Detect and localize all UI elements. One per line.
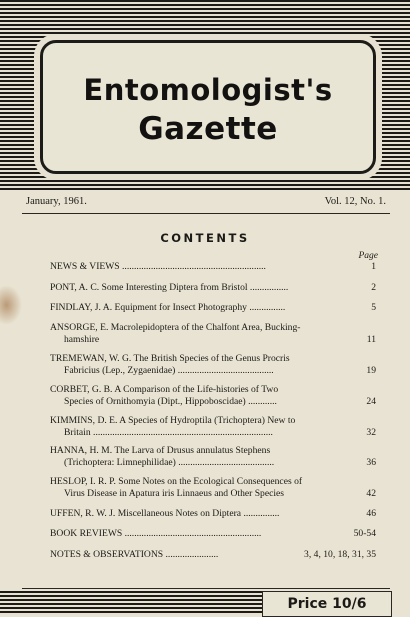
toc-entry[interactable]: [50, 353, 376, 376]
toc-entry-page: 32: [366, 426, 376, 438]
journal-title-line1: Entomologist's: [83, 73, 333, 107]
toc-entry-page: 50-54: [353, 528, 376, 539]
toc-entry-title: FINDLAY, J. A. Equipment for Insect Photography ...............: [50, 302, 286, 313]
journal-title-line2: Gazette: [138, 111, 278, 147]
toc-entry[interactable]: [50, 261, 376, 273]
toc-entry[interactable]: [50, 508, 376, 520]
toc-entry-title: CORBET, G. B. A Comparison of the Life-histories of Two: [50, 384, 279, 395]
toc-entry-title: ANSORGE, E. Macrolepidoptera of the Chalfont Area, Bucking-: [50, 322, 301, 333]
toc-entry-page: 1: [371, 261, 376, 272]
toc-entry-title: NEWS & VIEWS ............................................................: [50, 261, 266, 272]
toc-entry-page: 3, 4, 10, 18, 31, 35: [304, 549, 376, 560]
toc-entry[interactable]: [50, 282, 376, 294]
toc-entry-page: 42: [366, 487, 376, 499]
toc-entry[interactable]: [50, 476, 376, 499]
paper-stain: [0, 285, 22, 325]
toc-entry-title: KIMMINS, D. E. A Species of Hydroptila (Trichoptera) New to: [50, 415, 296, 426]
issue-volume: Vol. 12, No. 1.: [324, 196, 386, 207]
toc-entry-page: 19: [366, 364, 376, 376]
toc-entry-title-cont: Britain ...........................................................................: [64, 426, 273, 438]
toc-entry-title: TREMEWAN, W. G. The British Species of the Genus Procris: [50, 353, 290, 364]
toc-entry-title: PONT, A. C. Some Interesting Diptera from Bristol ................: [50, 282, 289, 293]
issue-date: January, 1961.: [26, 196, 87, 207]
issue-info-row: [26, 196, 386, 210]
toc-entry-title-cont: Fabricius (Lep., Zygaenidae) ........................................: [64, 364, 274, 376]
toc-entry-page: 11: [366, 333, 376, 345]
toc-entry[interactable]: [50, 445, 376, 468]
toc-entry[interactable]: [50, 415, 376, 438]
toc-entry[interactable]: [50, 528, 376, 540]
toc-entry-title-cont: (Trichoptera: Limnephilidae) ........................................: [64, 456, 275, 468]
toc-entry-page: 24: [366, 395, 376, 407]
toc-entry-title: NOTES & OBSERVATIONS ......................: [50, 549, 219, 560]
toc-entry-title: HANNA, H. M. The Larva of Drusus annulatus Stephens: [50, 445, 271, 456]
toc-entry[interactable]: [50, 322, 376, 345]
title-box: [40, 40, 376, 174]
toc-entry-title-cont: Virus Disease in Apatura iris Linnaeus and Other Species: [64, 487, 285, 499]
toc-entry-page: 2: [371, 282, 376, 293]
toc-entry-title: BOOK REVIEWS .........................................................: [50, 528, 262, 539]
toc-entry-page: 5: [371, 302, 376, 313]
page-column-label: Page: [358, 251, 378, 261]
toc-entry-title-cont: hamshire: [64, 333, 100, 345]
divider-bottom: [22, 588, 390, 589]
toc-entry[interactable]: [50, 384, 376, 407]
toc-entry-page: 46: [366, 508, 376, 519]
toc-entry[interactable]: [50, 549, 376, 561]
toc-entry-title: UFFEN, R. W. J. Miscellaneous Notes on Diptera ...............: [50, 508, 280, 519]
toc-entry-title: HESLOP, I. R. P. Some Notes on the Ecological Consequences of: [50, 476, 303, 487]
bottom-stripes: [0, 591, 262, 615]
contents-heading: CONTENTS: [160, 231, 250, 245]
price-label: Price 10/6: [262, 591, 392, 617]
toc-entry-page: 36: [366, 456, 376, 468]
toc-entry-title-cont: Species of Ornithomyia (Dipt., Hippoboscidae) ............: [64, 395, 277, 407]
divider-top: [22, 213, 390, 214]
toc-entry[interactable]: [50, 302, 376, 314]
